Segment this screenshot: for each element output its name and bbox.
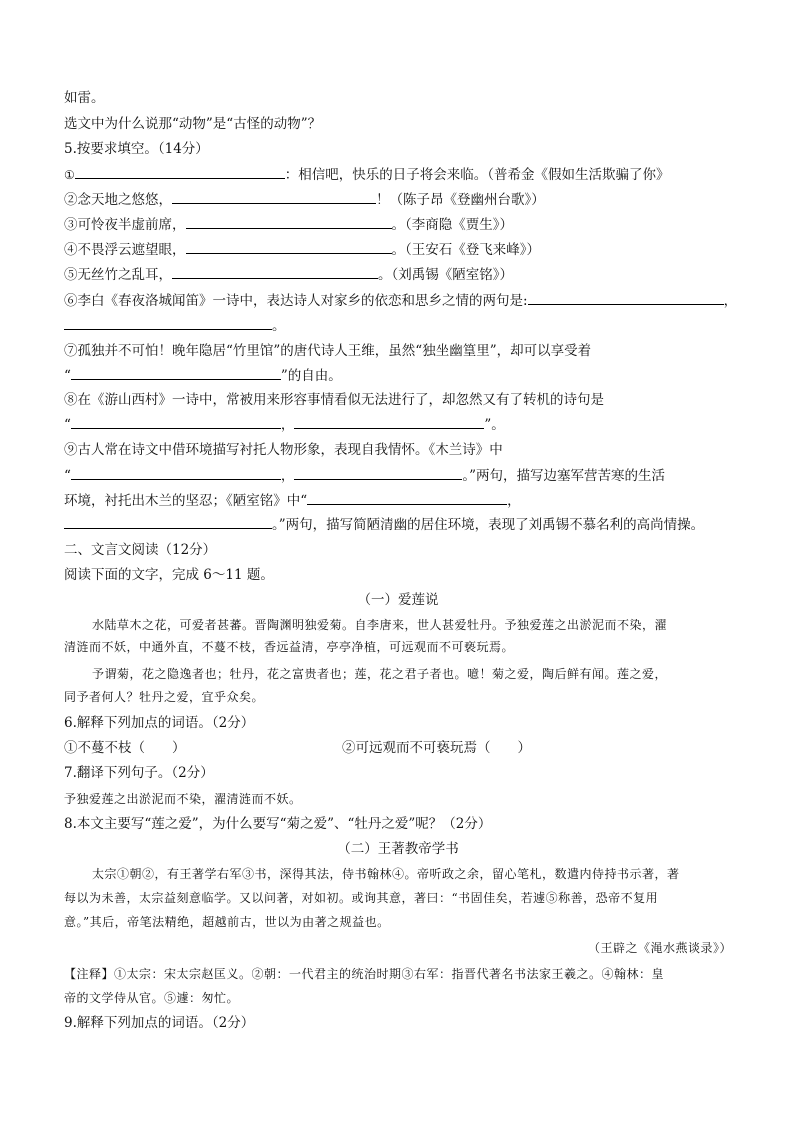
blank[interactable] (71, 365, 281, 380)
fill-item-4: ④不畏浮云遮望眼， 。（王安石《登飞来峰》） (64, 239, 732, 260)
fill-item-8: ⑧在《游山西村》一诗中，常被用来形容事情看似无法进行了，却忽然又有了转机的诗句是 (64, 392, 604, 408)
fill-item-9-line2: “ ， 。”两句，描写边塞军营苦寒的生活 (64, 465, 732, 486)
fill-item-9-line3: 环境，衬托出木兰的坚忍；《陋室铭》中“ ， (64, 490, 732, 511)
blank[interactable] (71, 465, 281, 480)
blank[interactable] (64, 514, 272, 529)
fill-item-9: ⑨古人常在诗文中借环境描写衬托人物形象，表现自我情怀。《木兰诗》中 (64, 442, 503, 458)
source-citation: （王辟之《渑水燕谈录》） (587, 941, 732, 955)
blank[interactable] (294, 465, 462, 480)
sentence-to-translate: 予独爱莲之出淤泥而不染，濯清涟而不妖。 (64, 792, 302, 806)
blank[interactable] (172, 264, 378, 279)
question-heading: 8.本文主要写“莲之爱”，为什么要写“菊之爱”、“牡丹之爱”呢？（2分） (64, 816, 492, 832)
notes-line: 帝的文学侍从官。⑤遽：匆忙。 (64, 991, 240, 1005)
blank[interactable] (186, 214, 392, 229)
blank[interactable] (172, 189, 376, 204)
fill-item-2: ②念天地之悠悠， ！（陈子昂《登幽州台歌》） (64, 189, 732, 210)
fill-item-8-cont: “ ， ”。 (64, 414, 732, 435)
instruction: 阅读下面的文字，完成 6～11 题。 (64, 567, 274, 583)
passage-line: 予谓菊，花之隐逸者也；牡丹，花之富贵者也；莲，花之君子者也。噫！菊之爱，陶后鲜有闻。莲之爱， (92, 667, 668, 681)
passage-line: 意。”其后，帝笔法精绝，超越前古，世以为由著之规益也。 (64, 915, 390, 929)
blank[interactable] (64, 315, 272, 330)
fill-item-7-cont: “ ”的自由。 (64, 365, 732, 386)
section-heading: 二、文言文阅读（12分） (64, 542, 217, 558)
blank[interactable] (186, 239, 392, 254)
fill-item-6-cont: 。 (64, 315, 732, 336)
blank[interactable] (71, 414, 281, 429)
passage-title: （一）爱莲说 (357, 592, 439, 608)
question-heading: 6.解释下列加点的词语。（2分） (64, 715, 255, 731)
fill-item-1: ① ：相信吧，快乐的日子将会来临。（普希金《假如生活欺骗了你》 (64, 164, 732, 185)
fill-item-7: ⑦孤独并不可怕！晚年隐居“竹里馆”的唐代诗人王维，虽然“独坐幽篁里”，却可以享受着 (64, 343, 592, 359)
text-line: 如雷。 (64, 90, 105, 106)
blank[interactable] (528, 290, 724, 305)
passage-line: 每以为未善，太宗益刻意临学。又以问著，对如初。或询其意，著曰：“书固佳矣，若遽⑤称善，恐帝不复用 (64, 891, 659, 905)
passage-line: 清涟而不妖，中通外直，不蔓不枝，香远益清，亭亭净植，可远观而不可亵玩焉。 (64, 640, 515, 654)
blank[interactable] (307, 490, 507, 505)
passage-line: 太宗①朝②，有王著学右军③书，深得其法，侍书翰林④。帝听政之余，留心笔札，数遣内侍持书示著，著 (92, 867, 680, 881)
question-heading: 9.解释下列加点的词语。（2分） (64, 1015, 255, 1031)
passage-line: 同予者何人？牡丹之爱，宜乎众矣。 (64, 690, 265, 704)
blank[interactable] (294, 414, 484, 429)
question-heading: 5.按要求填空。（14分） (64, 141, 209, 157)
question-items: ①不蔓不枝（ ） ②可远观而不可亵玩焉（ ） (64, 740, 531, 756)
question-heading: 7.翻译下列句子。（2分） (64, 765, 214, 781)
passage-title: （二）王著教帝学书 (337, 841, 459, 857)
fill-item-5: ⑤无丝竹之乱耳， 。（刘禹锡《陋室铭》） (64, 264, 732, 285)
fill-item-9-line4: 。”两句，描写简陋清幽的居住环境，表现了刘禹锡不慕名利的高尚情操。 (64, 514, 732, 535)
fill-item-6: ⑥李白《春夜洛城闻笛》一诗中，表达诗人对家乡的依恋和思乡之情的两句是: ， (64, 290, 732, 311)
fill-item-3: ③可怜夜半虚前席， 。（李商隐《贾生》） (64, 214, 732, 235)
notes-line: 【注释】①太宗：宋太宗赵匡义。②朝：一代君主的统治时期③右军：指晋代著名书法家王羲之。④翰林：皇 (64, 967, 665, 981)
blank[interactable] (75, 164, 285, 179)
passage-line: 水陆草木之花，可爱者甚蕃。晋陶渊明独爱菊。自李唐来，世人甚爱牡丹。予独爱莲之出淤泥而不染，濯 (92, 618, 668, 632)
question-line: 选文中为什么说那“动物”是“古怪的动物”？ (64, 116, 322, 132)
